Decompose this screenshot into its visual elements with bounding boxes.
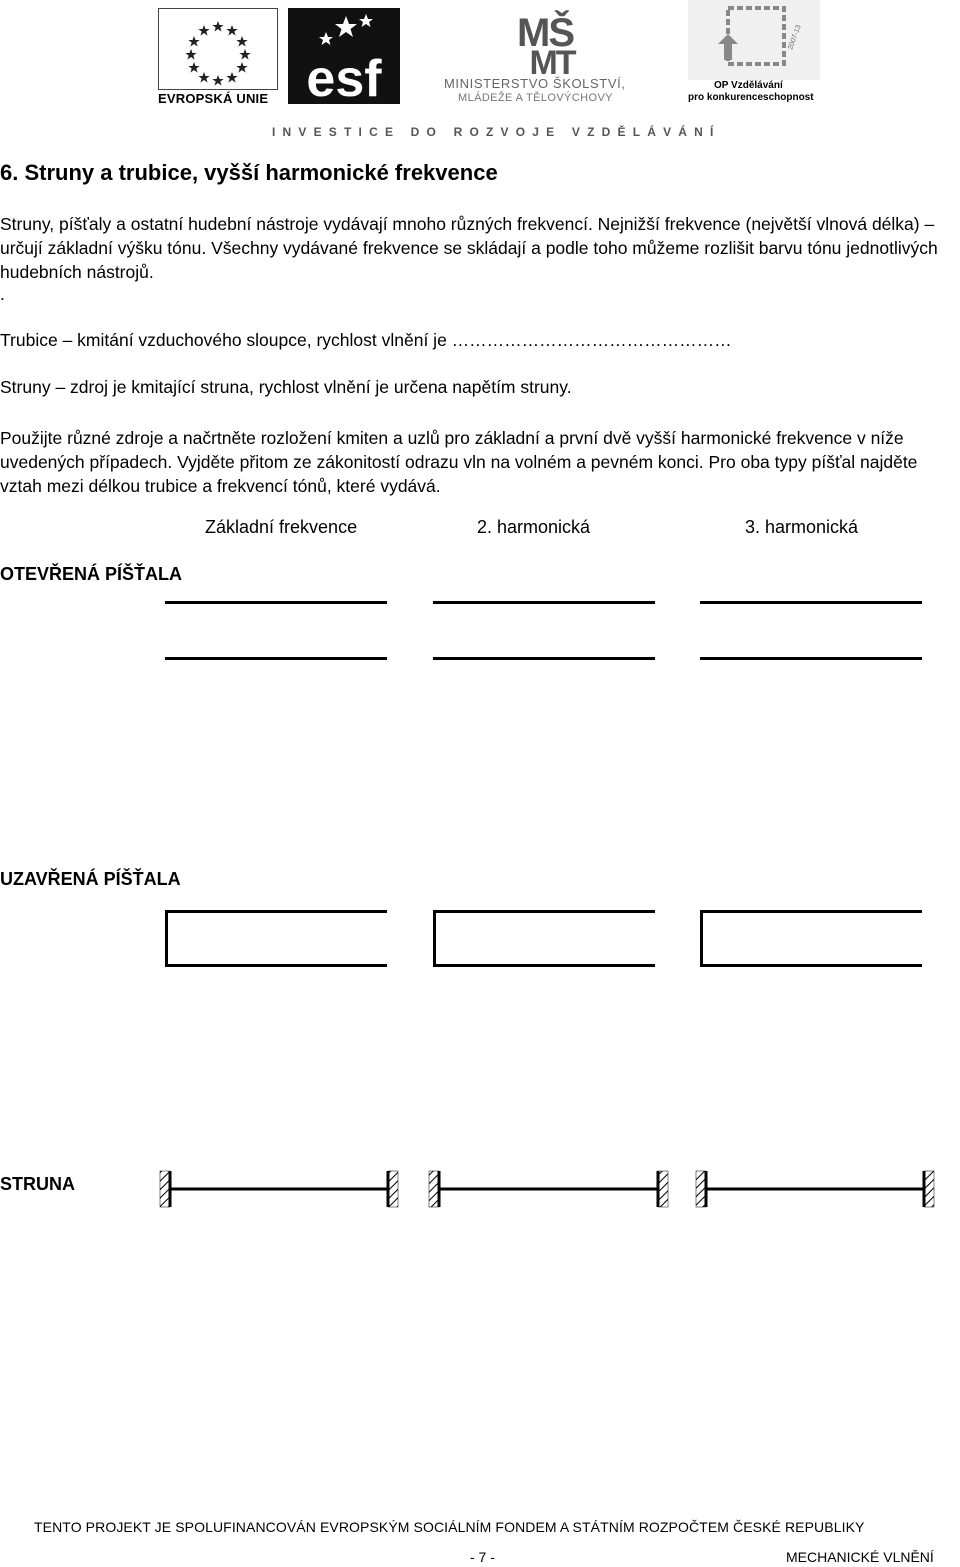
op-line1: OP Vzdělávání xyxy=(714,80,783,91)
page-title: 6. Struny a trubice, vyšší harmonické frekvence xyxy=(0,160,498,185)
pipe-wall-top xyxy=(700,601,922,604)
pipe-wall-top xyxy=(165,601,387,604)
intro-paragraph: Struny, píšťaly a ostatní hudební nástroje vydávají mnoho různých frekvencí. Nejnižší frekvence (největší vlnová délka) – určují základní výšku tónu. Všechny vydávané frekvence se skládají a podle toho můžeme rozlišit barvu tónu jednotlivých hudebních nástrojů. xyxy=(0,214,938,282)
task-paragraph: Použijte různé zdroje a načrtněte rozložení kmiten a uzlů pro základní a první dvě vyšší harmonické frekvence v níže uvedených případech. Vyjděte přitom ze zákonitostí odrazu vln na volném a pevném konci. Pro oba typy píšťal najděte vztah mezi délkou trubice a frekvencí tónů, které vydává. xyxy=(0,428,918,496)
footer-funding: TENTO PROJEKT JE SPOLUFINANCOVÁN EVROPSKÝM SOCIÁLNÍM FONDEM A STÁTNÍM ROZPOČTEM ČESKÉ REPUBLIKY xyxy=(34,1519,865,1535)
footer-section: MECHANICKÉ VLNĚNÍ xyxy=(786,1549,934,1565)
op-line2: pro konkurenceschopnost xyxy=(688,92,814,103)
closed-pipe-label: UZAVŘENÁ PÍŠŤALA xyxy=(0,869,181,889)
pipe-wall-top xyxy=(433,601,655,604)
pipe-closed-end xyxy=(700,910,703,967)
svg-text:MT: MT xyxy=(529,44,575,74)
string-fundamental xyxy=(160,1171,398,1207)
string-second xyxy=(429,1171,668,1207)
msmt-line1: MINISTERSTVO ŠKOLSTVÍ, xyxy=(444,76,626,91)
tagline: INVESTICE DO ROZVOJE VZDĚLÁVÁNÍ xyxy=(272,125,721,139)
pipe-wall-bottom xyxy=(700,964,922,967)
eu-flag-icon xyxy=(158,8,278,90)
pipe-closed-end xyxy=(433,910,436,967)
pipe-wall-top xyxy=(700,910,922,913)
pipe-wall-bottom xyxy=(165,657,387,660)
strings-line: Struny – zdroj je kmitající struna, rychlost vlnění je určena napětím struny. xyxy=(0,377,572,397)
op-logo xyxy=(688,0,820,106)
pipe-wall-top xyxy=(433,910,655,913)
msmt-line2: MLÁDEŽE A TĚLOVÝCHOVY xyxy=(458,92,613,104)
op-emblem-icon xyxy=(688,0,820,80)
svg-text:2007-13: 2007-13 xyxy=(787,24,803,51)
pipe-wall-bottom xyxy=(433,657,655,660)
pipe-wall-bottom xyxy=(433,964,655,967)
string-third xyxy=(696,1171,934,1207)
pipe-closed-end xyxy=(165,910,168,967)
col-label-third: 3. harmonická xyxy=(745,517,859,537)
col-label-fundamental: Základní frekvence xyxy=(205,517,358,537)
open-pipe-label: OTEVŘENÁ PÍŠŤALA xyxy=(0,564,183,584)
string-label: STRUNA xyxy=(0,1174,75,1194)
string-diagrams xyxy=(150,1165,950,1215)
tubes-line: Trubice – kmitání vzduchového sloupce, rychlost vlnění je ………………………………………… xyxy=(0,330,732,350)
dot-line: . xyxy=(0,284,5,304)
svg-text:MŠ: MŠ xyxy=(517,11,573,55)
pipe-wall-bottom xyxy=(165,964,387,967)
esf-text: esf xyxy=(306,50,382,104)
pipe-wall-bottom xyxy=(700,657,922,660)
msmt-emblem-icon xyxy=(440,8,650,74)
eu-caption: EVROPSKÁ UNIE xyxy=(158,91,269,106)
esf-logo-icon xyxy=(288,8,400,104)
esf-logo xyxy=(288,8,400,104)
page-number: - 7 - xyxy=(470,1549,495,1565)
col-label-second: 2. harmonická xyxy=(477,517,591,537)
pipe-wall-top xyxy=(165,910,387,913)
msmt-logo xyxy=(440,8,650,104)
eu-logo xyxy=(158,8,276,106)
